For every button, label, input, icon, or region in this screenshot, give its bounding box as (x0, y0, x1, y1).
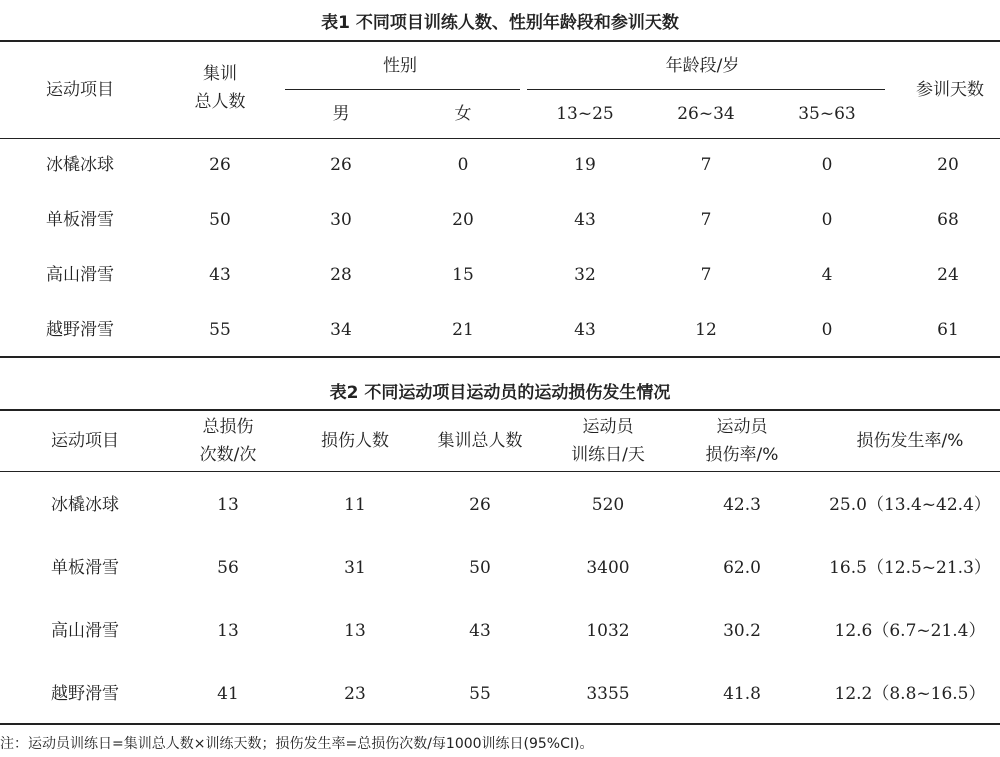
t1-r1-male: 26 (330, 155, 352, 175)
t2-r1-total: 26 (469, 495, 491, 515)
t2-header-sport: 运动项目 (51, 431, 119, 451)
t1-r1-total: 26 (209, 155, 231, 175)
t1-r2-age3: 0 (821, 210, 833, 230)
t1-r4-sport: 越野滑雪 (46, 320, 114, 340)
t1-r1-age2: 7 (700, 155, 712, 175)
t1-r1-age1: 19 (574, 155, 596, 175)
t1-header-total-line1: 集训 (203, 64, 237, 84)
t1-r4-total: 55 (209, 320, 231, 340)
t1-gender-rule (285, 89, 520, 90)
t1-r4-female: 21 (452, 320, 474, 340)
t1-header-age1: 13~25 (556, 104, 614, 124)
t1-r3-age3: 4 (821, 265, 833, 285)
t1-r4-days: 61 (937, 320, 959, 340)
t2-r1-rate: 42.3 (723, 495, 761, 515)
t2-header-days (548, 413, 668, 469)
t2-r4-days: 3355 (586, 684, 630, 704)
t1-r2-female: 20 (452, 210, 474, 230)
t2-r1-days: 520 (591, 495, 625, 515)
table2-bottom-rule (0, 723, 1000, 725)
t1-r3-sport: 高山滑雪 (46, 265, 114, 285)
t1-header-age-group: 年龄段/岁 (665, 56, 740, 76)
t2-r4-sport: 越野滑雪 (51, 684, 119, 704)
t2-r3-rate: 30.2 (723, 621, 761, 641)
t2-r2-incidence: 16.5（12.5~21.3） (829, 558, 991, 578)
t1-header-gender: 性别 (383, 56, 417, 76)
t1-r1-sport: 冰橇冰球 (46, 155, 114, 175)
t1-r2-male: 30 (330, 210, 352, 230)
t1-age-rule (527, 89, 885, 90)
t2-r4-incidence: 12.2（8.8~16.5） (834, 684, 986, 704)
t2-header-days-line2: 训练日/天 (571, 445, 645, 465)
table-footnote: 注：运动员训练日=集训总人数×训练天数；损伤发生率=总损伤次数/每1000训练日(95%CI)。 (0, 736, 594, 752)
t1-r2-total: 50 (209, 210, 231, 230)
t2-r2-injured: 31 (344, 558, 366, 578)
t2-r3-injured: 13 (344, 621, 366, 641)
t1-header-female: 女 (454, 104, 472, 124)
t2-r1-injured: 11 (344, 495, 366, 515)
t1-header-age3: 35~63 (798, 104, 856, 124)
t2-header-injured: 损伤人数 (321, 431, 389, 451)
t1-r2-age2: 7 (700, 210, 712, 230)
t2-r1-sport: 冰橇冰球 (51, 495, 119, 515)
t1-header-total-line2: 总人数 (194, 92, 246, 112)
table2-top-rule (0, 409, 1000, 411)
t2-header-rate-line2: 损伤率/% (705, 445, 779, 465)
t1-header-sport: 运动项目 (46, 80, 114, 100)
table1-top-rule (0, 40, 1000, 42)
table2-caption: 表2 不同运动项目运动员的运动损伤发生情况 (329, 383, 671, 403)
t1-header-rule (0, 138, 1000, 139)
t2-r3-injuries: 13 (217, 621, 239, 641)
t2-r2-sport: 单板滑雪 (51, 558, 119, 578)
t2-r2-injuries: 56 (217, 558, 239, 578)
t2-r2-days: 3400 (586, 558, 630, 578)
t1-r3-days: 24 (937, 265, 959, 285)
t1-header-age2: 26~34 (677, 104, 735, 124)
table1-bottom-rule (0, 356, 1000, 358)
t1-r1-female: 0 (457, 155, 469, 175)
t1-r3-age1: 32 (574, 265, 596, 285)
t2-r3-incidence: 12.6（6.7~21.4） (834, 621, 986, 641)
t2-r4-total: 55 (469, 684, 491, 704)
t1-r2-age1: 43 (574, 210, 596, 230)
t1-r2-days: 68 (937, 210, 959, 230)
t1-r3-male: 28 (330, 265, 352, 285)
t1-r4-age3: 0 (821, 320, 833, 340)
t2-header-injuries-line2: 次数/次 (199, 445, 257, 465)
t1-header-days: 参训天数 (916, 80, 984, 100)
t1-r2-sport: 单板滑雪 (46, 210, 114, 230)
t2-header-rate (682, 413, 802, 469)
t1-r3-age2: 7 (700, 265, 712, 285)
t2-header-incidence: 损伤发生率/% (856, 431, 964, 451)
t2-header-total: 集训总人数 (437, 431, 523, 451)
t2-r2-rate: 62.0 (723, 558, 761, 578)
t1-header-total (160, 60, 280, 116)
table1-caption: 表1 不同项目训练人数、性别年龄段和参训天数 (321, 13, 679, 33)
t2-header-rate-line1: 运动员 (716, 417, 768, 437)
t2-r4-injuries: 41 (217, 684, 239, 704)
t2-r3-days: 1032 (586, 621, 630, 641)
t2-header-days-line1: 运动员 (582, 417, 634, 437)
t1-header-male: 男 (332, 104, 350, 124)
t1-r3-female: 15 (452, 265, 474, 285)
t1-r4-age2: 12 (695, 320, 717, 340)
t1-r3-total: 43 (209, 265, 231, 285)
t2-header-injuries (168, 413, 288, 469)
t2-r3-sport: 高山滑雪 (51, 621, 119, 641)
t2-r3-total: 43 (469, 621, 491, 641)
t2-r2-total: 50 (469, 558, 491, 578)
t2-header-injuries-line1: 总损伤 (202, 417, 254, 437)
t1-r1-age3: 0 (821, 155, 833, 175)
t2-r1-incidence: 25.0（13.4~42.4） (829, 495, 991, 515)
t2-r1-injuries: 13 (217, 495, 239, 515)
t1-r4-age1: 43 (574, 320, 596, 340)
t2-r4-injured: 23 (344, 684, 366, 704)
t1-r4-male: 34 (330, 320, 352, 340)
t1-r1-days: 20 (937, 155, 959, 175)
t2-r4-rate: 41.8 (723, 684, 761, 704)
t2-header-rule (0, 471, 1000, 472)
